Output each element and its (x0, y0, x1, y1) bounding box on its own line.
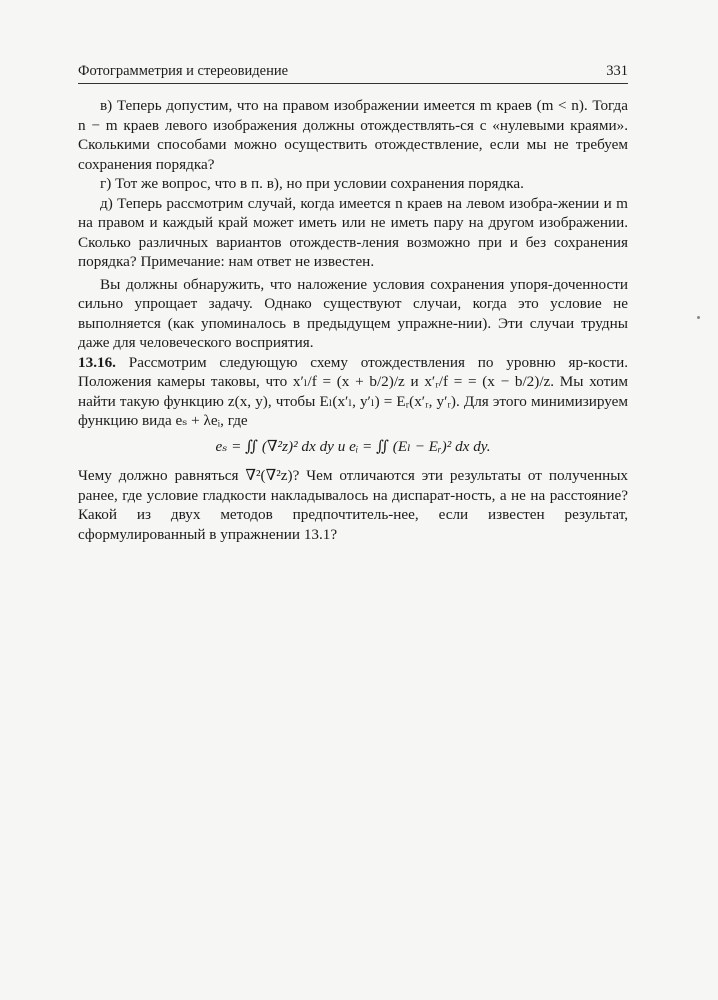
equation: eₛ = ∬ (∇²z)² dx dy и eᵢ = ∬ (Eₗ − Eᵣ)² dx dy. (215, 437, 491, 455)
page-number: 331 (606, 63, 628, 79)
exercise-continuation: Чему должно равняться ∇²(∇²z)? Чем отличаются эти результаты от полученных ранее, где условие гладкости накладывалось на диспарат-ность, а не на расстояние? Какой из двух методов предпочтитель-нее, если известен результат, сформулированный в упражнении 13.1? (78, 467, 628, 543)
item-d: д) Теперь рассмотрим случай, когда имеется n краев на левом изобра-жении и m на правом и каждый край может иметь или не иметь пару на другом изображении. Сколько различных вариантов отождеств-ления возможно при и без сохранения порядка? Примечание: нам ответ не известен. (78, 194, 628, 270)
exercise-text: Рассмотрим следующую схему отождествления по уровню яр-кости. Положения камеры таковы, что x′ₗ/f = (x + b/2)/z и x′ᵣ/f = = (x − b/2)/z. Мы хотим найти такую функцию z(x, y), чтобы Eₗ(x′ₗ, y′ₗ) = Eᵣ(x′ᵣ, y′ᵣ). Для этого минимизируем функцию вида eₛ + λeᵢ, где (78, 353, 629, 429)
exercise-number: 13.16. (78, 353, 116, 371)
exercise-13-16 (78, 353, 628, 431)
header-rule (78, 83, 628, 84)
chapter-title: Фотограмметрия и стереовидение (78, 63, 289, 79)
item-v: в) Теперь допустим, что на правом изображении имеется m краев (m < n). Тогда n − m краев левого изображения должны отождествлять-ся с «нулевыми краями». Сколькими способами можно осуществить отождествление, если мы не требуем сохранения порядка? (78, 97, 628, 173)
scan-speck (697, 316, 700, 319)
running-header (78, 60, 628, 84)
page-body (78, 96, 628, 544)
item-g: г) Тот же вопрос, что в п. в), но при условии сохранения порядка. (100, 175, 524, 192)
remark-paragraph: Вы должны обнаружить, что наложение условия сохранения упоря-доченности сильно упрощает задачу. Однако существуют случаи, когда это условие не выполняется (как упоминалось в предыдущем упражне-нии). Эти случаи трудны даже для человеческого восприятия. (78, 275, 628, 351)
